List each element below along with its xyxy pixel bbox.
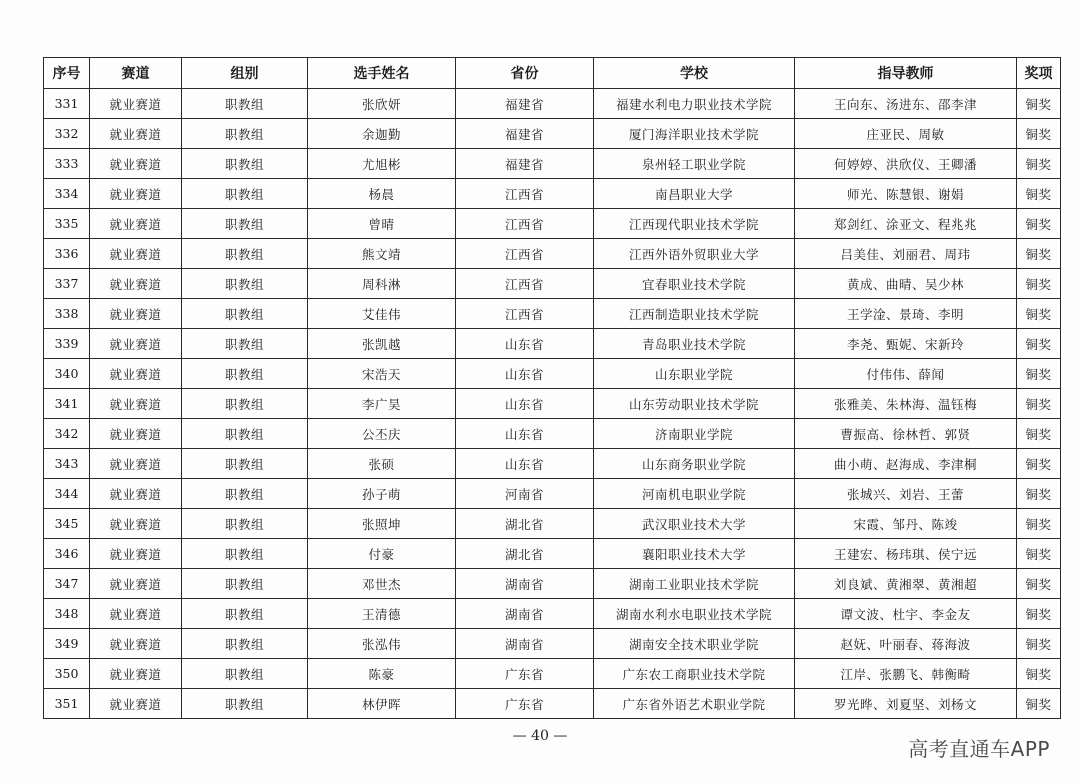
cell-group: 职教组 [182, 509, 308, 539]
cell-track: 就业赛道 [90, 239, 182, 269]
table-header-row [44, 58, 1061, 89]
cell-contestant-name: 艾佳伟 [308, 299, 456, 329]
cell-contestant-name: 林伊晖 [308, 689, 456, 719]
cell-contestant-name: 张欣妍 [308, 89, 456, 119]
table-row [44, 479, 1061, 509]
cell-contestant-name: 周科淋 [308, 269, 456, 299]
cell-contestant-name: 熊文靖 [308, 239, 456, 269]
cell-award: 铜奖 [1017, 179, 1061, 209]
cell-province: 山东省 [456, 419, 594, 449]
table-row [44, 539, 1061, 569]
cell-award: 铜奖 [1017, 89, 1061, 119]
cell-advisors: 刘良斌、黄湘翠、黄湘超 [795, 569, 1017, 599]
cell-index: 350 [44, 659, 90, 689]
header-group: 组别 [182, 58, 308, 89]
table-row [44, 149, 1061, 179]
cell-advisors: 王向东、汤进东、邵李津 [795, 89, 1017, 119]
table-row [44, 239, 1061, 269]
cell-school: 襄阳职业技术大学 [594, 539, 795, 569]
cell-group: 职教组 [182, 359, 308, 389]
cell-track: 就业赛道 [90, 629, 182, 659]
cell-track: 就业赛道 [90, 269, 182, 299]
cell-index: 347 [44, 569, 90, 599]
cell-province: 江西省 [456, 209, 594, 239]
table-row [44, 389, 1061, 419]
cell-province: 山东省 [456, 359, 594, 389]
cell-contestant-name: 尤旭彬 [308, 149, 456, 179]
table-row [44, 269, 1061, 299]
cell-school: 宜春职业技术学院 [594, 269, 795, 299]
cell-contestant-name: 付豪 [308, 539, 456, 569]
cell-contestant-name: 宋浩天 [308, 359, 456, 389]
cell-advisors: 王建宏、杨玮琪、侯宁远 [795, 539, 1017, 569]
watermark-text: 高考直通车APP [908, 737, 1050, 761]
cell-group: 职教组 [182, 119, 308, 149]
cell-track: 就业赛道 [90, 569, 182, 599]
cell-school: 福建水利电力职业技术学院 [594, 89, 795, 119]
cell-track: 就业赛道 [90, 479, 182, 509]
cell-track: 就业赛道 [90, 449, 182, 479]
table-row [44, 659, 1061, 689]
page-number: — 40 — [512, 728, 568, 744]
header-track: 赛道 [90, 58, 182, 89]
cell-school: 南昌职业大学 [594, 179, 795, 209]
cell-award: 铜奖 [1017, 209, 1061, 239]
cell-province: 湖南省 [456, 599, 594, 629]
cell-track: 就业赛道 [90, 689, 182, 719]
cell-school: 武汉职业技术大学 [594, 509, 795, 539]
cell-advisors: 师光、陈慧银、谢娟 [795, 179, 1017, 209]
cell-index: 332 [44, 119, 90, 149]
cell-award: 铜奖 [1017, 569, 1061, 599]
cell-province: 江西省 [456, 239, 594, 269]
cell-advisors: 黄成、曲晴、吴少林 [795, 269, 1017, 299]
cell-school: 山东职业学院 [594, 359, 795, 389]
cell-group: 职教组 [182, 209, 308, 239]
cell-advisors: 赵妩、叶丽春、蒋海波 [795, 629, 1017, 659]
cell-group: 职教组 [182, 299, 308, 329]
header-contestant-name: 选手姓名 [308, 58, 456, 89]
cell-group: 职教组 [182, 329, 308, 359]
cell-track: 就业赛道 [90, 119, 182, 149]
cell-province: 江西省 [456, 179, 594, 209]
cell-school: 湖南安全技术职业学院 [594, 629, 795, 659]
cell-group: 职教组 [182, 629, 308, 659]
cell-index: 342 [44, 419, 90, 449]
cell-group: 职教组 [182, 539, 308, 569]
cell-index: 333 [44, 149, 90, 179]
cell-advisors: 张城兴、刘岩、王蕾 [795, 479, 1017, 509]
cell-school: 湖南水利水电职业技术学院 [594, 599, 795, 629]
cell-index: 343 [44, 449, 90, 479]
cell-school: 山东劳动职业技术学院 [594, 389, 795, 419]
cell-award: 铜奖 [1017, 299, 1061, 329]
cell-contestant-name: 邓世杰 [308, 569, 456, 599]
cell-award: 铜奖 [1017, 239, 1061, 269]
cell-school: 江西现代职业技术学院 [594, 209, 795, 239]
cell-school: 江西外语外贸职业大学 [594, 239, 795, 269]
cell-track: 就业赛道 [90, 89, 182, 119]
cell-track: 就业赛道 [90, 539, 182, 569]
cell-school: 青岛职业技术学院 [594, 329, 795, 359]
cell-index: 345 [44, 509, 90, 539]
cell-track: 就业赛道 [90, 659, 182, 689]
cell-contestant-name: 余迦勤 [308, 119, 456, 149]
cell-index: 336 [44, 239, 90, 269]
cell-province: 湖南省 [456, 569, 594, 599]
cell-index: 348 [44, 599, 90, 629]
cell-contestant-name: 张照坤 [308, 509, 456, 539]
header-advisors: 指导教师 [795, 58, 1017, 89]
cell-advisors: 付伟伟、薛闻 [795, 359, 1017, 389]
cell-track: 就业赛道 [90, 509, 182, 539]
header-school: 学校 [594, 58, 795, 89]
cell-index: 349 [44, 629, 90, 659]
cell-index: 344 [44, 479, 90, 509]
cell-advisors: 谭文波、杜宇、李金友 [795, 599, 1017, 629]
cell-track: 就业赛道 [90, 299, 182, 329]
table-row [44, 419, 1061, 449]
cell-index: 338 [44, 299, 90, 329]
cell-school: 山东商务职业学院 [594, 449, 795, 479]
cell-track: 就业赛道 [90, 329, 182, 359]
cell-province: 山东省 [456, 449, 594, 479]
cell-contestant-name: 张泓伟 [308, 629, 456, 659]
table-body [44, 89, 1061, 719]
table-row [44, 119, 1061, 149]
table-row [44, 329, 1061, 359]
cell-province: 湖北省 [456, 539, 594, 569]
cell-province: 广东省 [456, 659, 594, 689]
cell-province: 山东省 [456, 389, 594, 419]
cell-award: 铜奖 [1017, 419, 1061, 449]
cell-award: 铜奖 [1017, 329, 1061, 359]
cell-advisors: 曲小萌、赵海成、李津桐 [795, 449, 1017, 479]
cell-track: 就业赛道 [90, 209, 182, 239]
header-award: 奖项 [1017, 58, 1061, 89]
cell-contestant-name: 杨晨 [308, 179, 456, 209]
cell-group: 职教组 [182, 239, 308, 269]
cell-contestant-name: 陈豪 [308, 659, 456, 689]
cell-advisors: 宋霞、邹丹、陈竣 [795, 509, 1017, 539]
cell-award: 铜奖 [1017, 539, 1061, 569]
cell-group: 职教组 [182, 449, 308, 479]
cell-advisors: 曹振高、徐林哲、郭贤 [795, 419, 1017, 449]
cell-award: 铜奖 [1017, 659, 1061, 689]
cell-track: 就业赛道 [90, 179, 182, 209]
cell-track: 就业赛道 [90, 359, 182, 389]
cell-advisors: 郑剑红、涂亚文、程兆兆 [795, 209, 1017, 239]
cell-index: 340 [44, 359, 90, 389]
cell-index: 346 [44, 539, 90, 569]
cell-index: 335 [44, 209, 90, 239]
header-index: 序号 [44, 58, 90, 89]
cell-group: 职教组 [182, 149, 308, 179]
cell-group: 职教组 [182, 389, 308, 419]
table-row [44, 89, 1061, 119]
awards-table [43, 57, 1061, 719]
cell-school: 泉州轻工职业学院 [594, 149, 795, 179]
cell-group: 职教组 [182, 659, 308, 689]
cell-contestant-name: 李广昊 [308, 389, 456, 419]
table-row [44, 629, 1061, 659]
cell-award: 铜奖 [1017, 449, 1061, 479]
cell-province: 福建省 [456, 119, 594, 149]
table-row [44, 689, 1061, 719]
table-row [44, 359, 1061, 389]
cell-index: 337 [44, 269, 90, 299]
cell-group: 职教组 [182, 599, 308, 629]
cell-advisors: 何婷婷、洪欣仪、王卿潘 [795, 149, 1017, 179]
cell-award: 铜奖 [1017, 269, 1061, 299]
cell-award: 铜奖 [1017, 149, 1061, 179]
cell-award: 铜奖 [1017, 479, 1061, 509]
cell-index: 339 [44, 329, 90, 359]
header-province: 省份 [456, 58, 594, 89]
cell-group: 职教组 [182, 269, 308, 299]
cell-index: 331 [44, 89, 90, 119]
cell-track: 就业赛道 [90, 389, 182, 419]
cell-contestant-name: 公丕庆 [308, 419, 456, 449]
cell-award: 铜奖 [1017, 119, 1061, 149]
cell-group: 职教组 [182, 569, 308, 599]
cell-track: 就业赛道 [90, 149, 182, 179]
cell-advisors: 吕美佳、刘丽君、周玮 [795, 239, 1017, 269]
cell-group: 职教组 [182, 479, 308, 509]
cell-group: 职教组 [182, 179, 308, 209]
cell-province: 江西省 [456, 299, 594, 329]
cell-province: 广东省 [456, 689, 594, 719]
cell-province: 湖南省 [456, 629, 594, 659]
cell-school: 江西制造职业技术学院 [594, 299, 795, 329]
cell-award: 铜奖 [1017, 389, 1061, 419]
cell-province: 福建省 [456, 89, 594, 119]
cell-advisors: 李尧、甄妮、宋新玲 [795, 329, 1017, 359]
table-row [44, 299, 1061, 329]
cell-province: 湖北省 [456, 509, 594, 539]
cell-group: 职教组 [182, 419, 308, 449]
cell-advisors: 江岸、张鹏飞、韩衡畸 [795, 659, 1017, 689]
table-row [44, 509, 1061, 539]
cell-index: 334 [44, 179, 90, 209]
cell-contestant-name: 王清德 [308, 599, 456, 629]
cell-school: 厦门海洋职业技术学院 [594, 119, 795, 149]
table-row [44, 569, 1061, 599]
cell-award: 铜奖 [1017, 359, 1061, 389]
cell-school: 湖南工业职业技术学院 [594, 569, 795, 599]
cell-school: 广东省外语艺术职业学院 [594, 689, 795, 719]
cell-contestant-name: 张凯越 [308, 329, 456, 359]
cell-award: 铜奖 [1017, 599, 1061, 629]
cell-award: 铜奖 [1017, 509, 1061, 539]
cell-school: 河南机电职业学院 [594, 479, 795, 509]
cell-province: 江西省 [456, 269, 594, 299]
cell-award: 铜奖 [1017, 689, 1061, 719]
cell-contestant-name: 曾晴 [308, 209, 456, 239]
cell-province: 福建省 [456, 149, 594, 179]
cell-advisors: 王学淦、景琦、李明 [795, 299, 1017, 329]
cell-group: 职教组 [182, 689, 308, 719]
cell-contestant-name: 张硕 [308, 449, 456, 479]
table-row [44, 179, 1061, 209]
cell-advisors: 张雅美、朱林海、温钰梅 [795, 389, 1017, 419]
cell-province: 河南省 [456, 479, 594, 509]
cell-school: 广东农工商职业技术学院 [594, 659, 795, 689]
cell-award: 铜奖 [1017, 629, 1061, 659]
cell-province: 山东省 [456, 329, 594, 359]
cell-index: 341 [44, 389, 90, 419]
table-row [44, 449, 1061, 479]
cell-track: 就业赛道 [90, 419, 182, 449]
cell-group: 职教组 [182, 89, 308, 119]
cell-track: 就业赛道 [90, 599, 182, 629]
cell-contestant-name: 孙子萌 [308, 479, 456, 509]
table-row [44, 599, 1061, 629]
cell-index: 351 [44, 689, 90, 719]
cell-school: 济南职业学院 [594, 419, 795, 449]
table-row [44, 209, 1061, 239]
cell-advisors: 庄亚民、周敏 [795, 119, 1017, 149]
cell-advisors: 罗光晔、刘夏坚、刘杨文 [795, 689, 1017, 719]
